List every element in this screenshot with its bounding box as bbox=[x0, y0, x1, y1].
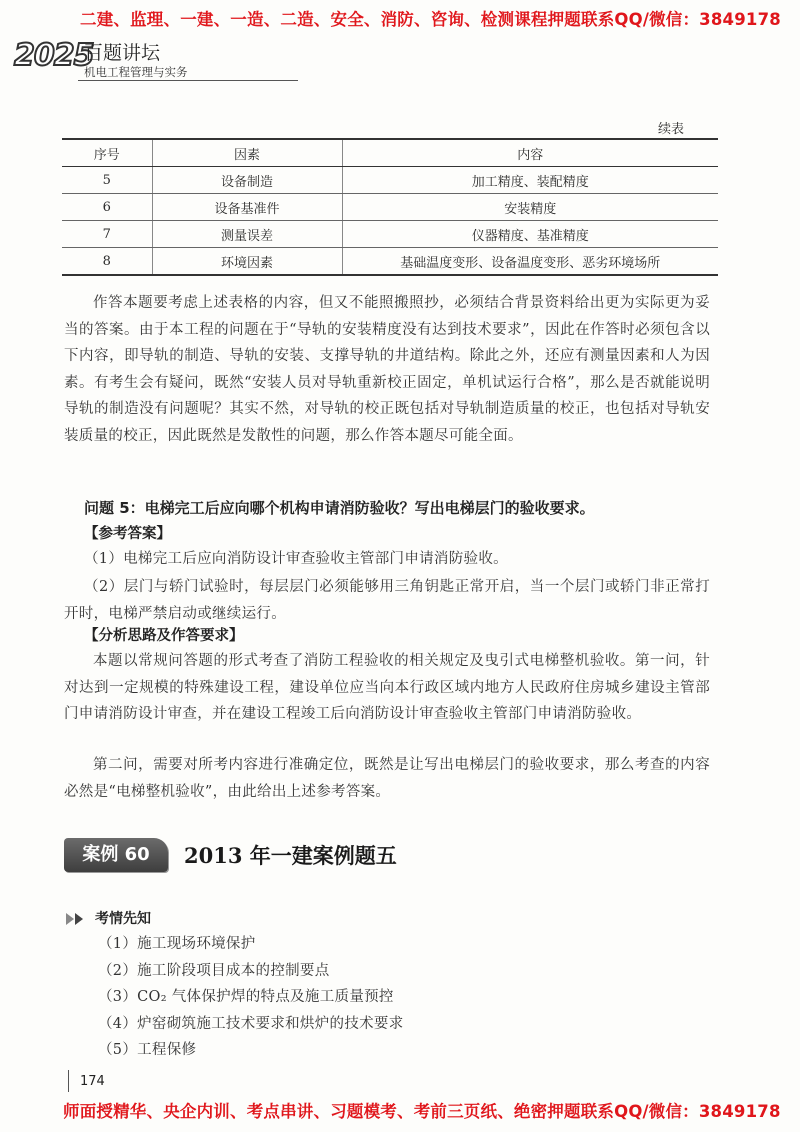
cell-factor: 测量误差 bbox=[152, 221, 342, 248]
table-row bbox=[62, 248, 718, 276]
analysis-paragraph-2: 第二问，需要对所考内容进行准确定位，既然是让写出电梯层门的验收要求，那么考查的内容必然是“电梯整机验收”，由此给出上述参考答案。 bbox=[64, 757, 710, 800]
top-promo-banner: 二建、监理、一建、一造、二造、安全、消防、咨询、检测课程押题联系QQ/微信：3849178 bbox=[80, 10, 781, 29]
list-item: （2）施工阶段项目成本的控制要点 bbox=[98, 962, 330, 979]
col-header-factor: 因素 bbox=[152, 139, 342, 167]
answer-item-2: （2）层门与轿门试验时，每层层门必须能够用三角钥匙正常开启，当一个层门或轿门非正常打开时，电梯严禁启动或继续运行。 bbox=[64, 579, 710, 622]
cell-factor: 设备制造 bbox=[152, 167, 342, 194]
cell-factor: 环境因素 bbox=[152, 248, 342, 276]
table-row bbox=[62, 194, 718, 221]
cell-no: 7 bbox=[62, 221, 152, 248]
analysis-paragraph-1: 本题以常规问答题的形式考查了消防工程验收的相关规定及曳引式电梯整机验收。第一问，针对达到一定规模的特殊建设工程，建设单位应当向本行政区域内地方人民政府住房城乡建设主管部门申请消防设计审查，并在建设工程竣工后向消防设计审查验收主管部门申请消防验收。 bbox=[64, 653, 710, 722]
reference-answer-heading: 【参考答案】 bbox=[84, 526, 171, 542]
list-item: （4）炉窑砌筑施工技术要求和烘炉的技术要求 bbox=[98, 1015, 404, 1032]
cell-content: 基础温度变形、设备温度变形、恶劣环境场所 bbox=[342, 248, 718, 276]
table-row bbox=[62, 167, 718, 194]
double-arrow-icon bbox=[66, 911, 88, 925]
book-subtitle: 机电工程管理与实务 bbox=[84, 65, 188, 79]
table-row bbox=[62, 221, 718, 248]
page-number: 174 bbox=[80, 1074, 105, 1089]
year-logo: 2025 bbox=[14, 38, 94, 73]
question-5-heading: 问题 5：电梯完工后应向哪个机构申请消防验收？写出电梯层门的验收要求。 bbox=[84, 499, 595, 517]
page-number-rule bbox=[68, 1070, 69, 1092]
cell-no: 5 bbox=[62, 167, 152, 194]
list-item: （5）工程保修 bbox=[98, 1042, 197, 1058]
cell-no: 8 bbox=[62, 248, 152, 276]
intro-paragraph: 作答本题要考虑上述表格的内容，但又不能照搬照抄，必须结合背景资料给出更为实际更为妥当的答案。由于本工程的问题在于“导轨的安装精度没有达到技术要求”，因此在作答时必须包含以下内容，即导轨的制造、导轨的安装、支撑导轨的井道结构。除此之外，还应有测量因素和人为因素。有考生会有疑问，既然“安装人员对导轨重新校正固定，单机试运行合格”，那么是否就能说明导轨的制造没有问题呢？其实不然，对导轨的校正既包括对导轨制造质量的校正，也包括对导轨安装质量的校正，因此既然是发散性的问题，那么作答本题尽可能全面。 bbox=[64, 295, 710, 444]
answer-item-1: （1）电梯完工后应向消防设计审查验收主管部门申请消防验收。 bbox=[84, 551, 508, 567]
table-header-row bbox=[62, 139, 718, 167]
case-title: 2013 年一建案例题五 bbox=[184, 843, 397, 868]
cell-no: 6 bbox=[62, 194, 152, 221]
case-number-badge: 案例 60 bbox=[64, 838, 168, 872]
analysis-heading: 【分析思路及作答要求】 bbox=[84, 628, 244, 644]
cell-content: 仪器精度、基准精度 bbox=[342, 221, 718, 248]
exam-preview-heading: 考情先知 bbox=[95, 911, 151, 927]
list-item: （1）施工现场环境保护 bbox=[98, 936, 256, 952]
cell-content: 加工精度、装配精度 bbox=[342, 167, 718, 194]
col-header-no: 序号 bbox=[62, 139, 152, 167]
col-header-content: 内容 bbox=[342, 139, 718, 167]
list-item: （3）CO₂ 气体保护焊的特点及施工质量预控 bbox=[98, 989, 394, 1005]
book-title: 百题讲坛 bbox=[84, 42, 161, 64]
table-continued-label: 续表 bbox=[658, 122, 685, 137]
cell-factor: 设备基准件 bbox=[152, 194, 342, 221]
header-rule bbox=[78, 80, 298, 81]
factor-table bbox=[62, 138, 718, 276]
exam-preview-list bbox=[98, 931, 404, 1064]
bottom-promo-banner: 师面授精华、央企内训、考点串讲、习题模考、考前三页纸、绝密押题联系QQ/微信：3849178 bbox=[63, 1102, 781, 1121]
cell-content: 安装精度 bbox=[342, 194, 718, 221]
